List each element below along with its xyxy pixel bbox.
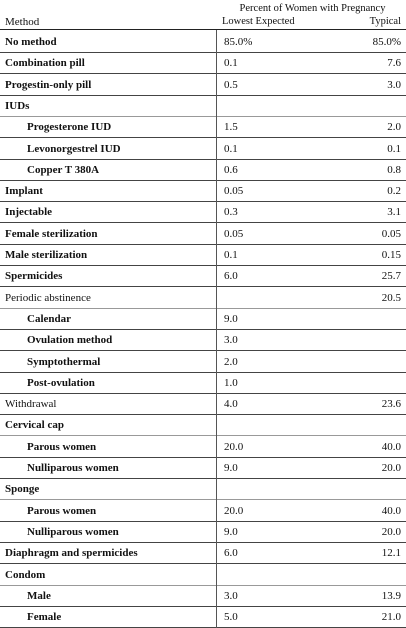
table-row (0, 181, 406, 202)
table-row (0, 373, 406, 394)
table-row (0, 96, 406, 117)
typical-cell: 85.0% (372, 36, 401, 48)
lowest-expected-cell: 0.1 (224, 57, 238, 70)
method-cell: Nulliparous women (27, 462, 119, 474)
method-cell: Combination pill (5, 57, 85, 70)
table-row (0, 607, 406, 628)
typical-cell: 12.1 (381, 547, 401, 560)
method-cell: Implant (5, 185, 43, 198)
lowest-expected-cell: 0.3 (224, 206, 238, 219)
table-row (0, 309, 406, 330)
table-row (0, 501, 406, 522)
typical-cell: 21.0 (381, 611, 401, 624)
method-cell: Symptothermal (27, 355, 101, 368)
method-cell: Copper T 380A (27, 163, 100, 176)
method-cell: IUDs (5, 99, 30, 112)
method-cell: Female (27, 611, 62, 624)
typical-cell: 0.05 (381, 227, 401, 240)
lowest-expected-cell: 6.0 (224, 270, 238, 283)
table-row (0, 458, 406, 479)
table-row (0, 245, 406, 266)
lowest-expected-cell: 3.0 (224, 589, 238, 602)
lowest-expected-cell: 20.0 (224, 440, 244, 453)
method-cell: Ovulation method (27, 334, 113, 347)
lowest-expected-cell: 0.6 (224, 163, 238, 176)
lowest-expected-cell: 1.5 (224, 121, 238, 134)
lowest-expected-cell: 5.0 (224, 611, 238, 624)
typical-cell: 20.0 (381, 462, 401, 474)
table-row (0, 586, 406, 607)
table-row (0, 565, 406, 586)
typical-cell: 40.0 (381, 504, 401, 517)
typical-cell: 0.2 (387, 185, 401, 198)
table-row (0, 224, 406, 245)
method-cell: No method (5, 36, 57, 48)
method-cell: Post-ovulation (27, 376, 95, 389)
method-cell: Periodic abstinence (5, 291, 91, 304)
lowest-expected-cell: 0.05 (224, 227, 244, 240)
typical-cell: 20.0 (381, 525, 401, 538)
table-row (0, 415, 406, 436)
table-row (0, 202, 406, 223)
lowest-expected-cell: 9.0 (224, 525, 238, 538)
table-row (0, 75, 406, 96)
method-cell: Cervical cap (5, 419, 64, 432)
method-cell: Male (27, 589, 51, 602)
table-row (0, 479, 406, 500)
lowest-expected-cell: 2.0 (224, 355, 238, 368)
table-row (0, 352, 406, 373)
pregnancy-percent-group-header: Percent of Women with Pregnancy (239, 3, 386, 14)
typical-cell: 13.9 (381, 589, 401, 602)
method-cell: Calendar (27, 312, 71, 325)
lowest-expected-cell: 0.1 (224, 142, 238, 155)
lowest-expected-cell: 0.1 (224, 249, 238, 261)
typical-cell: 3.0 (387, 78, 401, 91)
typical-cell: 3.1 (387, 206, 401, 219)
lowest-expected-cell: 20.0 (224, 504, 244, 517)
table-header (0, 2, 406, 30)
typical-cell: 7.6 (387, 57, 401, 70)
method-column-header: Method (5, 16, 40, 28)
method-cell: Parous women (27, 440, 97, 453)
lowest-expected-cell: 9.0 (224, 312, 238, 325)
typical-cell: 25.7 (381, 270, 401, 283)
method-cell: Condom (5, 568, 46, 581)
typical-cell: 40.0 (381, 440, 401, 453)
table-row (0, 139, 406, 160)
typical-column-header: Typical (369, 16, 401, 27)
method-cell: Parous women (27, 504, 97, 517)
method-cell: Levonorgestrel IUD (27, 142, 121, 155)
table-row (0, 437, 406, 458)
lowest-expected-cell: 85.0% (224, 36, 253, 48)
method-cell: Sponge (5, 483, 40, 496)
method-cell: Spermicides (5, 270, 63, 283)
method-cell: Injectable (5, 206, 53, 219)
table-row (0, 160, 406, 181)
lowest-expected-column-header: Lowest Expected (222, 16, 295, 27)
typical-cell: 2.0 (387, 121, 401, 134)
lowest-expected-cell: 9.0 (224, 462, 238, 474)
table-row (0, 543, 406, 564)
typical-cell: 20.5 (381, 291, 401, 304)
table-row (0, 266, 406, 287)
typical-cell: 0.8 (387, 163, 401, 176)
lowest-expected-cell: 6.0 (224, 547, 238, 560)
typical-cell: 0.1 (387, 142, 401, 155)
lowest-expected-cell: 0.05 (224, 185, 244, 198)
table-row (0, 330, 406, 351)
method-cell: Diaphragm and spermicides (5, 547, 138, 560)
method-cell: Progesterone IUD (27, 121, 112, 134)
lowest-expected-cell: 3.0 (224, 334, 238, 347)
typical-cell: 0.15 (381, 249, 401, 261)
typical-cell: 23.6 (381, 398, 401, 411)
table-row (0, 522, 406, 543)
method-cell: Progestin-only pill (5, 78, 92, 91)
method-cell: Withdrawal (5, 398, 57, 411)
column-divider (216, 30, 217, 628)
method-cell: Nulliparous women (27, 525, 119, 538)
table-row (0, 32, 406, 53)
table-row (0, 288, 406, 309)
table-row (0, 394, 406, 415)
lowest-expected-cell: 0.5 (224, 78, 238, 91)
lowest-expected-cell: 4.0 (224, 398, 238, 411)
lowest-expected-cell: 1.0 (224, 376, 238, 389)
table-row (0, 117, 406, 138)
table-row (0, 53, 406, 74)
method-cell: Male sterilization (5, 249, 88, 261)
method-cell: Female sterilization (5, 227, 98, 240)
